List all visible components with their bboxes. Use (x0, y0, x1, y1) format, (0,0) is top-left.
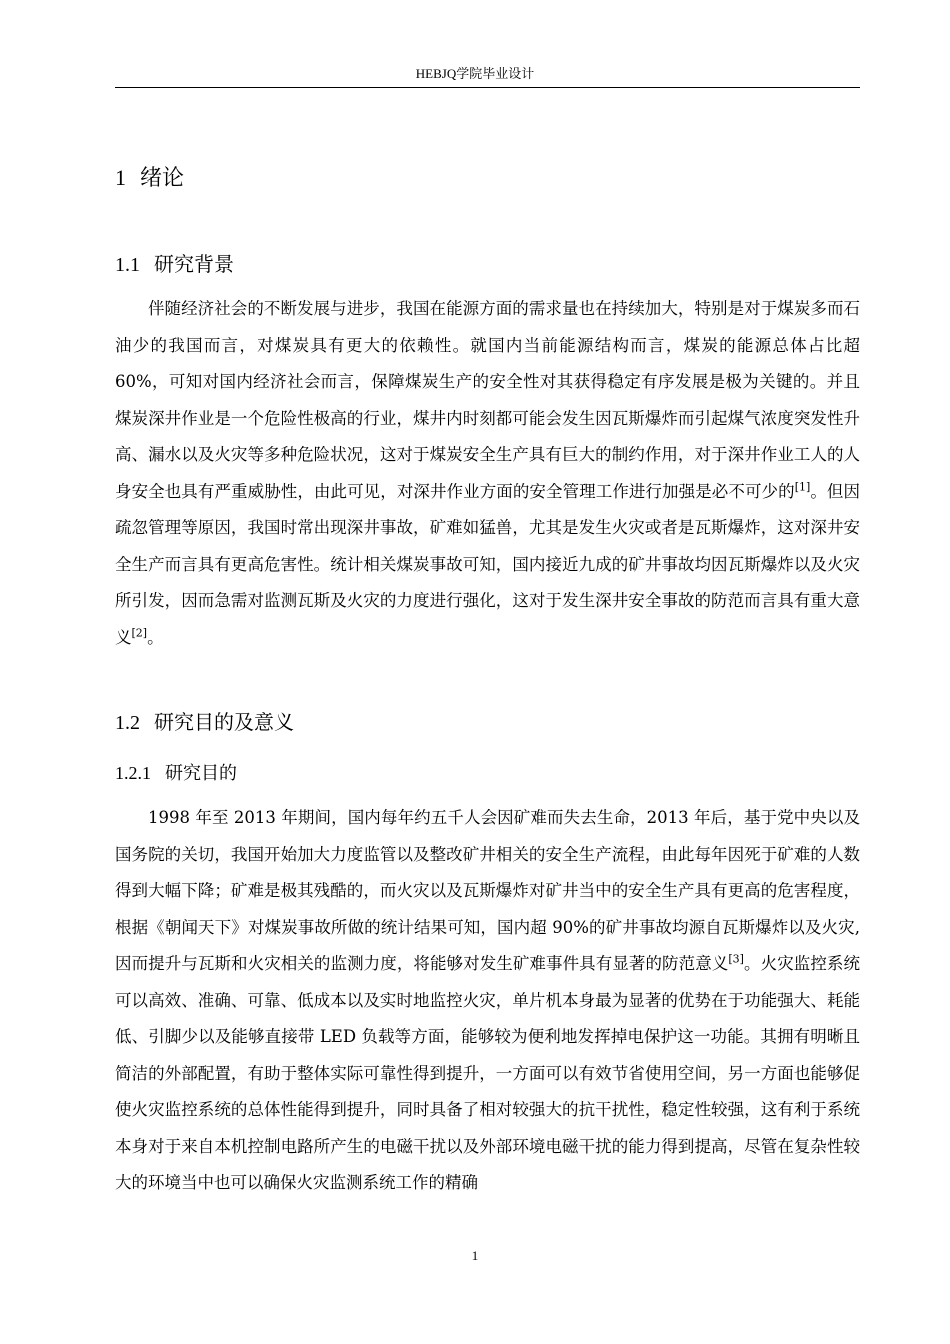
chapter-heading (115, 163, 184, 194)
chapter-title: 绪论 (140, 166, 185, 191)
paragraph-text: 。火灾监控系统可以高效、准确、可靠、低成本以及实时地监控火灾，单片机本身最为显著的优势在于功能强大、耗能低、引脚少以及能够直接带 LED 负载等方面，能够较为便利地发挥掉电保护这一功能。其拥有明晰且简洁的外部配置，有助于整体实际可靠性得到提升，一方面可以有效节省使用空间，另一方面也能够促使火灾监控系统的总体性能得到提升，同时具备了相对较强大的抗干扰性，稳定性较强，这有利于系统本身对于来自本机控制电路所产生的电磁干扰以及外部环境电磁干扰的能力得到提高，尽管在复杂性较大的环境当中也可以确保火灾监测系统工作的精确 (115, 954, 861, 1192)
subsection-heading-1-2-1 (115, 760, 237, 787)
section-number: 1.1 (115, 254, 140, 276)
citation: [1] (794, 480, 811, 493)
section-heading-1-2 (115, 708, 294, 737)
citation: [2] (131, 626, 148, 639)
paragraph-research-purpose (115, 800, 860, 1202)
section-heading-1-1 (115, 250, 234, 279)
paragraph-research-background (115, 291, 860, 656)
header-divider (115, 87, 860, 88)
paragraph-text: 伴随经济社会的不断发展与进步，我国在能源方面的需求量也在持续加大，特别是对于煤炭多而石油少的我国而言，对煤炭具有更大的依赖性。就国内当前能源结构而言，煤炭的能源总体占比超 60%，可知对国内经济社会而言，保障煤炭生产的安全性对其获得稳定有序发展是极为关键的。并且煤炭深井作业是一个危险性极高的行业，煤井内时刻都可能会发生因瓦斯爆炸而引起煤气浓度突发性升高、漏水以及火灾等多种危险状况，这对于煤炭安全生产具有巨大的制约作用，对于深井作业工人的人身安全也具有严重威胁性，由此可见，对深井作业方面的安全管理工作进行加强是必不可少的 (115, 299, 860, 501)
page-number: 1 (471, 1248, 479, 1263)
paragraph-text: 1998 年至 2013 年期间，国内每年约五千人会因矿难而失去生命，2013 年后，基于党中央以及国务院的关切，我国开始加大力度监管以及整改矿井相关的安全生产流程，由此每年因死于矿难的人数得到大幅下降；矿难是极其残酷的，而火灾以及瓦斯爆炸对矿井当中的安全生产具有更高的危害程度，根据《朝闻天下》对煤炭事故所做的统计结果可知，国内超 90%的矿井事故均源自瓦斯爆炸以及火灾,因而提升与瓦斯和火灾相关的监测力度，将能够对发生矿难事件具有显著的防范意义 (115, 808, 860, 973)
chapter-number: 1 (115, 165, 126, 190)
running-header: HEBJQ学院毕业设计 (415, 66, 535, 81)
section-number: 1.2 (115, 712, 140, 734)
paragraph-text: 。 (147, 627, 164, 647)
paragraph-text: 。但因疏忽管理等原因，我国时常出现深井事故，矿难如猛兽，尤其是发生火灾或者是瓦斯爆炸，这对深井安全生产而言具有更高危害性。统计相关煤炭事故可知，国内接近九成的矿井事故均因瓦斯爆炸以及火灾所引发，因而急需对监测瓦斯及火灾的力度进行强化，这对于发生深井安全事故的防范而言具有重大意义 (115, 481, 861, 647)
section-title: 研究目的及意义 (154, 710, 294, 734)
section-title: 研究背景 (154, 252, 234, 276)
citation: [3] (728, 952, 744, 966)
subsection-title: 研究目的 (165, 763, 237, 784)
subsection-number: 1.2.1 (115, 763, 151, 783)
